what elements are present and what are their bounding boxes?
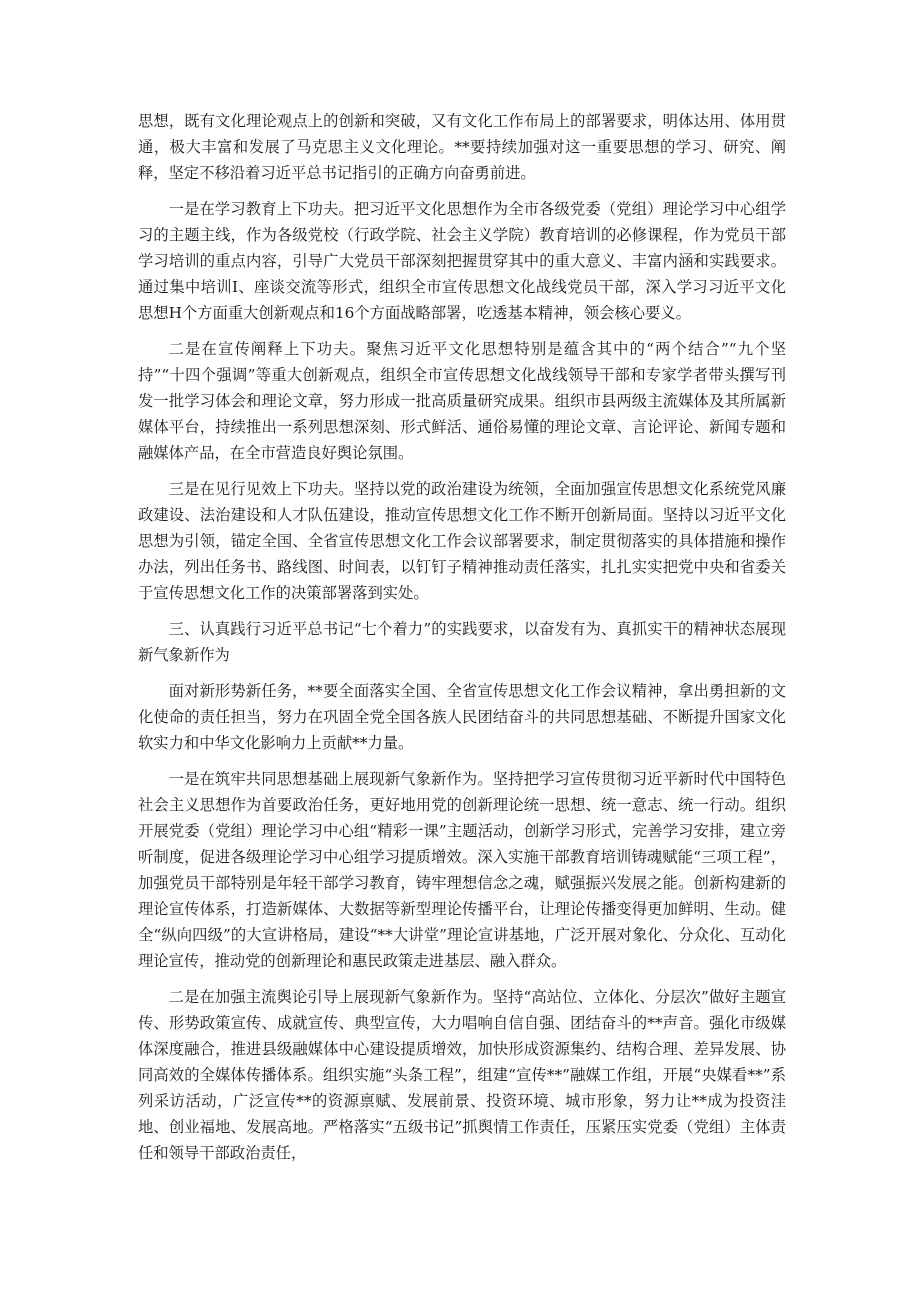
- paragraph-publicity: 二是在宣传阐释上下功夫。聚焦习近平文化思想特别是蕴含其中的“两个结合”“九个坚持”“十四个强调”等重大创新观点，组织全市宣传思想文化战线领导干部和专家学者带头撰写刊发一批学习体会和理论文章，努力形成一批高质量研究成果。组织市县两级主流媒体及其所属新媒体平台，持续推出一系列思想深刻、形式鲜活、通俗易懂的理论文章、言论评论、新闻专题和融媒体产品，在全市营造良好舆论氛围。: [138, 340, 786, 462]
- paragraph-new-situation: 面对新形势新任务，**要全面落实全国、全省宣传思想文化工作会议精神，拿出勇担新的文化使命的责任担当，努力在巩固全党全国各族人民团结奋斗的共同思想基础、不断提升国家文化软实力和中华文化影响力上贡献**力量。: [138, 682, 786, 752]
- paragraph-ideological-foundation: 一是在筑牢共同思想基础上展现新气象新作为。坚持把学习宣传贯彻习近平新时代中国特色社会主义思想作为首要政治任务，更好地用党的创新理论统一思想、统一意志、统一行动。组织开展党委（党组）理论学习中心组“精彩一课”主题活动，创新学习形式，完善学习安排，建立旁听制度，促进各级理论学习中心组学习提质增效。深入实施干部教育培训铸魂赋能“三项工程”，加强党员干部特别是年轻干部学习教育，铸牢理想信念之魂，赋强振兴发展之能。创新构建新的理论宣传体系，打造新媒体、大数据等新型理论传播平台，让理论传播变得更加鲜明、生动。健全“纵向四级”的大宣讲格局，建设“**大讲堂”理论宣讲基地，广泛开展对象化、分众化、互动化理论宣传，推动党的创新理论和惠民政策走进基层、融入群众。: [138, 770, 786, 970]
- paragraph-public-opinion: 二是在加强主流舆论引导上展现新气象新作为。坚持“高站位、立体化、分层次”做好主题宣传、形势政策宣传、成就宣传、典型宣传，大力唱响自信自强、团结奋斗的**声音。强化市级媒体深度融合，推进县级融媒体中心建设提质增效，加快形成资源集约、结构合理、差异发展、协同高效的全媒体传播体系。组织实施“头条工程”，组建“宣传**”融媒工作组，开展“央媒看**”系列采访活动，广泛宣传**的资源禀赋、发展前景、投资环境、城市形象，努力让**成为投资洼地、创业福地、发展高地。严格落实“五级书记”抓舆情工作责任，压紧压实党委（党组）主体责任和领导干部政治责任，: [138, 988, 786, 1162]
- paragraph-study-education: 一是在学习教育上下功夫。把习近平文化思想作为全市各级党委（党组）理论学习中心组学习的主题主线，作为各级党校（行政学院、社会主义学院）教育培训的必修课程，作为党员干部学习培训的重点内容，引导广大党员干部深刻把握贯穿其中的重大意义、丰富内涵和实践要求。通过集中培训I、座谈交流等形式，组织全市宣传思想文化战线党员干部，深入学习习近平文化思想H个方面重大创新观点和16个方面战略部署，吃透基本精神，领会核心要义。: [138, 200, 786, 322]
- section-heading-three: 三、认真践行习近平总书记“七个着力”的实践要求，以奋发有为、真抓实干的精神状态展现新气象新作为: [138, 620, 786, 664]
- paragraph-implementation: 三是在见行见效上下功夫。坚持以党的政治建设为统领，全面加强宣传思想文化系统党风廉政建设、法治建设和人才队伍建设，推动宣传思想文化工作不断开创新局面。坚持以习近平文化思想为引领，锚定全国、全省宣传思想文化工作会议部署要求，制定贯彻落实的具体措施和操作办法，列出任务书、路线图、时间表，以钉钉子精神推动责任落实，扎扎实实把党中央和省委关于宣传思想文化工作的决策部署落到实处。: [138, 480, 786, 602]
- document-page: [138, 108, 786, 1176]
- paragraph-intro-continued: 思想，既有文化理论观点上的创新和突破，又有文化工作布局上的部署要求，明体达用、体用贯通，极大丰富和发展了马克思主义文化理论。**要持续加强对这一重要思想的学习、研究、阐释，坚定不移沿着习近平总书记指引的正确方向奋勇前进。: [138, 112, 786, 182]
